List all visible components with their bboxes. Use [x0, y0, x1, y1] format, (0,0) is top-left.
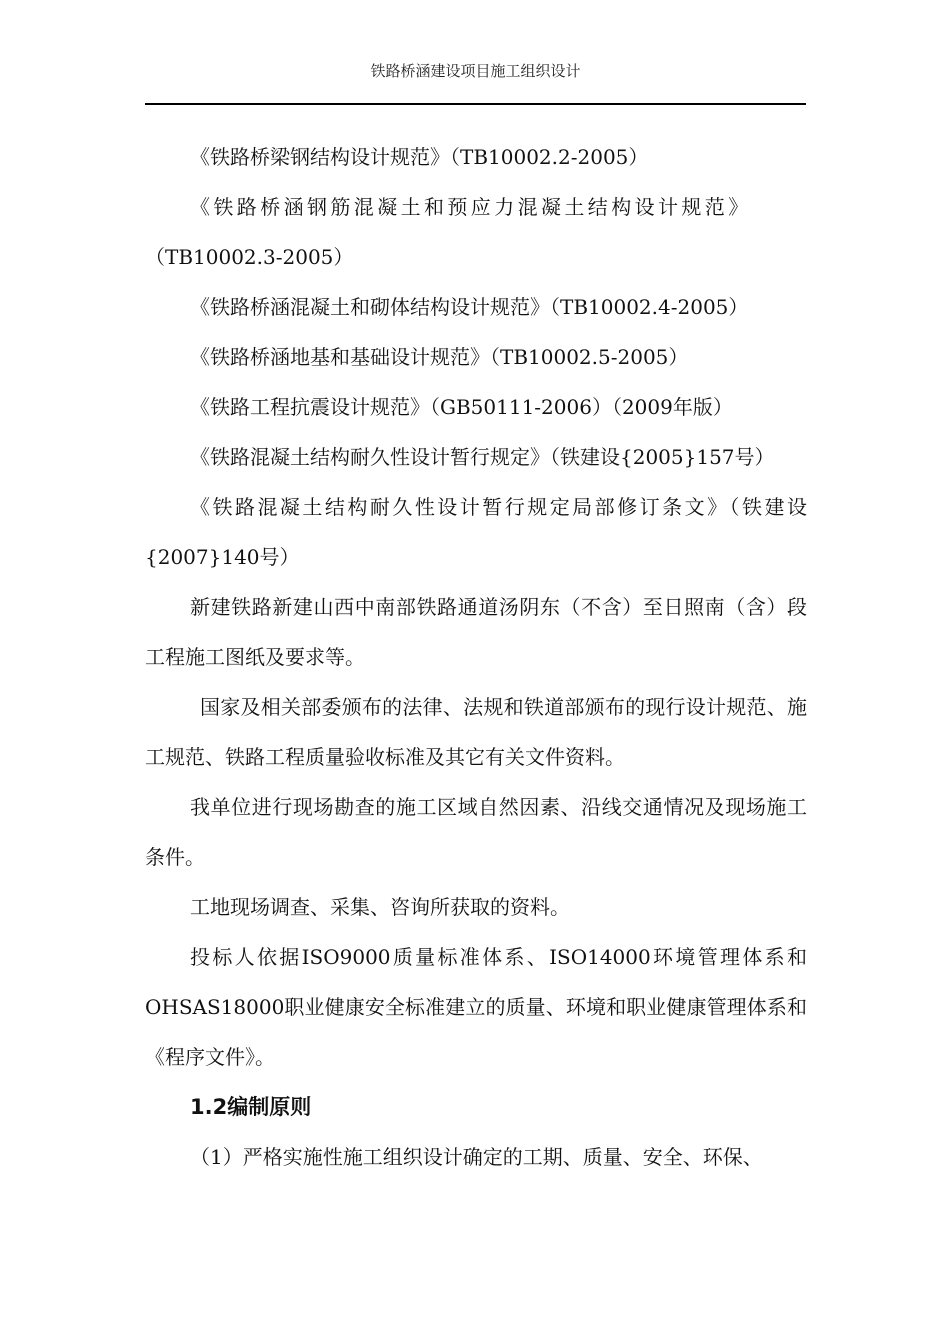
reference-masonry: 《铁路桥涵混凝土和砌体结构设计规范》（TB10002.4-2005）	[190, 295, 749, 319]
paragraph-survey: 我单位进行现场勘查的施工区域自然因素、沿线交通情况及现场施工条件。	[145, 795, 807, 869]
page-header: 铁路桥涵建设项目施工组织设计	[370, 62, 581, 80]
reference-concrete-prestressed-code: （TB10002.3-2005）	[145, 245, 354, 269]
paragraph-management-systems: 投标人依据ISO9000质量标准体系、ISO14000环境管理体系和OHSAS18000职业健康安全标准建立的质量、环境和职业健康管理体系和《程序文件》。	[145, 945, 807, 1069]
paragraph-site-data: 工地现场调查、采集、咨询所获取的资料。	[190, 895, 570, 919]
paragraph-regulations: 国家及相关部委颁布的法律、法规和铁道部颁布的现行设计规范、施工规范、铁路工程质量验收标准及其它有关文件资料。	[145, 695, 807, 769]
reference-steel-bridge: 《铁路桥梁钢结构设计规范》（TB10002.2-2005）	[190, 145, 649, 169]
section-heading: 1.2编制原则	[190, 1095, 312, 1119]
reference-foundation: 《铁路桥涵地基和基础设计规范》（TB10002.5-2005）	[190, 345, 689, 369]
reference-durability: 《铁路混凝土结构耐久性设计暂行规定》（铁建设{2005}157号）	[190, 445, 775, 469]
reference-durability-revision: 《铁路混凝土结构耐久性设计暂行规定局部修订条文》（铁建设{2007}140号）	[145, 495, 807, 569]
reference-seismic: 《铁路工程抗震设计规范》（GB50111-2006）（2009年版）	[190, 395, 733, 419]
paragraph-drawings: 新建铁路新建山西中南部铁路通道汤阴东（不含）至日照南（含）段工程施工图纸及要求等。	[145, 595, 807, 669]
reference-concrete-prestressed: 《铁路桥涵钢筋混凝土和预应力混凝土结构设计规范》	[190, 195, 752, 219]
header-divider	[145, 103, 806, 105]
document-body	[145, 132, 807, 1182]
principle-item-1: （1）严格实施性施工组织设计确定的工期、质量、安全、环保、	[190, 1145, 763, 1169]
